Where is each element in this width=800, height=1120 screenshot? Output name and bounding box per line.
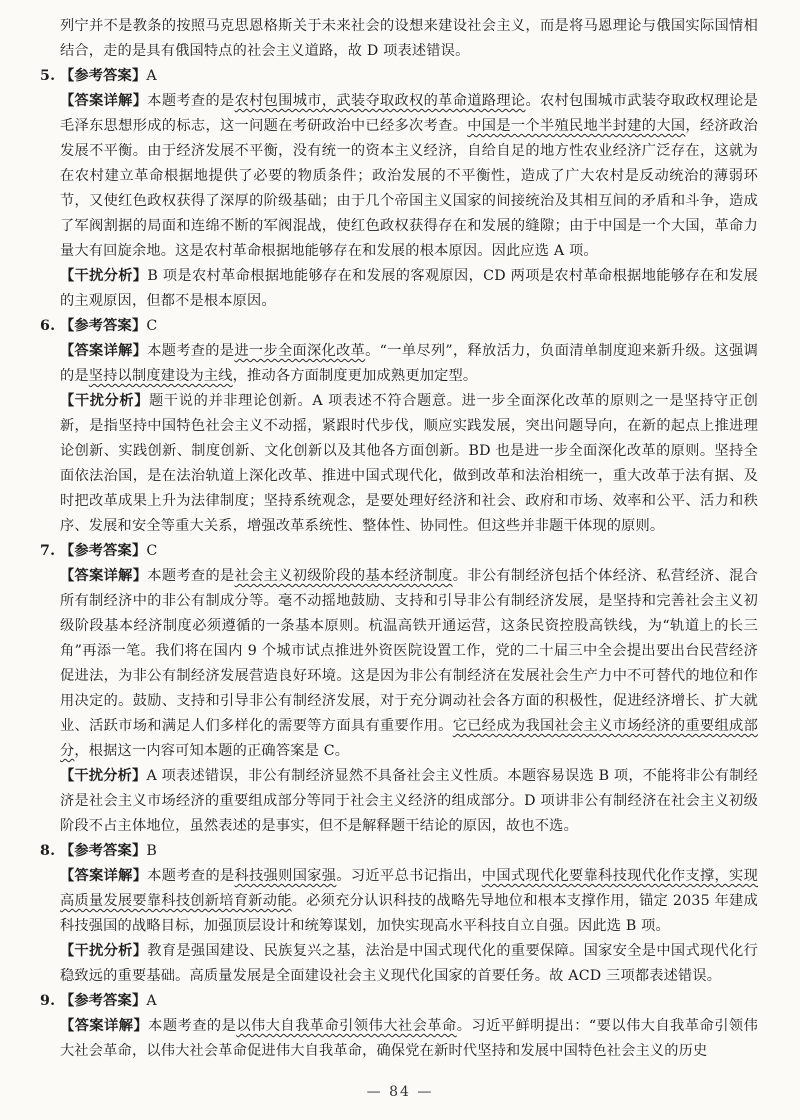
q5-number: 5. [40, 68, 56, 84]
q5-detail-post: ，经济政治发展不平衡。由于经济发展不平衡，没有统一的资本主义经济，自给自足的地方性农业经济广泛存在，这就为在农村建立革命根据地提供了必要的物质条件；政治发展的不平衡性，造成了广大农村是反动统治的薄弱环节，又使红色政权获得了深厚的阶级基础；由于几个帝国主义国家的间接统治及其相互间的矛盾和斗争，造成了军阀割据的局面和连绵不断的军阀混战，使红色政权获得存在和发展的缝隙；由于中国是一个大国，革命力量大有回旋余地。这是农村革命根据地能够存在和发展的根本原因。因此应选 A 项。 [60, 118, 758, 259]
q6-analysis-label: 【干扰分析】 [60, 393, 150, 409]
q9-detail-post: 。习近平鲜明提出：“要以伟大自我革命引领伟大社会革命，以伟大社会革命促进伟大自我革命，确保党在新时代坚持和发展中国特色社会主义的历史 [60, 1018, 758, 1059]
q9-detail-pre: 本题考查的是 [148, 1018, 237, 1034]
q7-analysis-label: 【干扰分析】 [60, 768, 147, 784]
q8-detail-mid: 。习近平总书记指出， [336, 868, 482, 884]
q9-answer-label: 【参考答案】 [60, 993, 147, 1009]
continued-paragraph: 列宁并不是教条的按照马克思恩格斯关于未来社会的设想来建设社会主义，而是将马恩理论与俄国实际国情相结合，走的是具有俄国特点的社会主义道路，故 D 项表述错误。 [60, 18, 758, 59]
q9-answer: A [146, 993, 157, 1009]
q5-detail-pre: 本题考查的是 [147, 93, 235, 109]
q8-detail [40, 864, 758, 939]
q7-answer-label: 【参考答案】 [60, 543, 147, 559]
q6-detail-post: ，推动各方面制度更加成熟更加定型。 [232, 368, 478, 384]
q6-detail-mid: 。“一单尽列”，释放活力，负面清单制度迎来新升级。这强调的是 [60, 343, 758, 384]
q5-detail-label: 【答案详解】 [60, 93, 148, 109]
q6-analysis-text: 题干说的并非理论创新。A 项表述不符合题意。进一步全面深化改革的原则之一是坚持守正创新，是指坚持中国特色社会主义不动摇，紧跟时代步伐，顺应实践发展，突出问题导向，在新的起点上推进理论创新、实践创新、制度创新、文化创新以及其他各方面创新。BD 也是进一步全面深化改革的原则。坚持全面依法治国，是在法治轨道上深化改革、推进中国式现代化，做到改革和法治相统一，重大改革于法有据、及时把改革成果上升为法律制度；坚持系统观念，是要处理好经济和社会、政府和市场、效率和公平、活力和秩序、发展和安全等重大关系，增强改革系统性、整体性、协同性。但这些并非题干体现的原则。 [60, 393, 758, 534]
q5-answer: A [146, 68, 157, 84]
q6-detail-pre: 本题考查的是 [147, 343, 235, 359]
q7-number: 7. [40, 543, 56, 559]
q8-analysis [40, 939, 758, 989]
q8-answer-label: 【参考答案】 [60, 843, 147, 859]
q6-answer-label: 【参考答案】 [60, 318, 147, 334]
q9-header [40, 989, 758, 1014]
q7-answer: C [146, 543, 158, 559]
q5-analysis-text: B 项是农村革命根据地能够存在和发展的客观原因，CD 两项是农村革命根据地能够存在和发展的主观原因，但都不是根本原因。 [60, 268, 758, 309]
page-content [40, 14, 758, 1064]
q7-detail-label: 【答案详解】 [60, 568, 148, 584]
q6-detail [40, 339, 758, 389]
q6-answer: C [146, 318, 158, 334]
q9-detail-label: 【答案详解】 [60, 1018, 149, 1034]
q8-detail-pre: 本题考查的是 [147, 868, 235, 884]
q6-number: 6. [40, 318, 56, 334]
q6-header [40, 314, 758, 339]
page-number: — 84 — [366, 1084, 434, 1100]
q8-detail-post: 。必须充分认识科技的战略先导地位和根本支撑作用，锚定 2035 年建成科技强国的战略目标，加强顶层设计和统筹谋划，加快实现高水平科技自立自强。因此选 B 项。 [60, 893, 758, 934]
q5-detail-underline-1: 农村包围城市，武装夺取政权的革命道路理论 [234, 93, 526, 109]
q7-detail-mid: 。非公有制经济包括个体经济、私营经济、混合所有制经济中的非公有制成分等。毫不动摇地鼓励、支持和引导非公有制经济发展，是坚持和完善社会主义初级阶段基本经济制度必须遵循的一条基本原则。杭温高铁开通运营，这条民资控股高铁线，为“轨道上的长三角”再添一笔。我们将在国内 9 个城市试点推进外资医院设置工作，党的二十届三中全会提出要出台民营经济促进法，为非公有制经济发展营造良好环境。这是因为非公有制经济在发展社会生产力中不可替代的地位和作用决定的。鼓励、支持和引导非公有制经济发展，对于充分调动社会各方面的积极性，促进经济增长、扩大就业、活跃市场和满足人们多样化的需要等方面具有重要作用。 [60, 568, 759, 734]
q5-detail-underline-2: 中国是一个半殖民地半封建的大国 [467, 118, 686, 134]
q5-detail [40, 89, 758, 264]
q6-analysis [40, 389, 758, 539]
q5-header [40, 64, 758, 89]
q5-answer-label: 【参考答案】 [60, 68, 147, 84]
q7-analysis-text: A 项表述错误，非公有制经济显然不具备社会主义性质。本题容易误选 B 项，不能将非公有制经济是社会主义市场经济的重要组成部分等同于社会主义经济的组成部分。D 项讲非公有制经济在社会主义初级阶段不占主体地位，虽然表述的是事实，但不是解释题干结论的原因，故也不选。 [60, 768, 758, 834]
q9-detail-underline-1: 以伟大自我革命引领伟大社会革命 [236, 1018, 457, 1034]
q8-answer: B [146, 843, 157, 859]
q6-detail-underline-2: 坚持以制度建设为主线 [88, 368, 233, 384]
q5-detail-mid: 。农村包围城市武装夺取政权理论是毛泽东思想形成的标志，这一问题在考研政治中已经多次考查。 [60, 93, 759, 134]
q7-detail [40, 564, 758, 764]
q7-analysis [40, 764, 758, 839]
q9-detail [40, 1014, 758, 1064]
q8-number: 8. [40, 843, 56, 859]
q6-detail-label: 【答案详解】 [60, 343, 148, 359]
q8-detail-underline-1: 科技强则国家强 [234, 868, 337, 884]
q7-header [40, 539, 758, 564]
q7-detail-post: ，根据这一内容可知本题的正确答案是 C。 [74, 743, 350, 759]
q8-detail-label: 【答案详解】 [60, 868, 148, 884]
q9-number: 9. [40, 993, 56, 1009]
q8-analysis-label: 【干扰分析】 [60, 943, 148, 959]
q8-analysis-text: 教育是强国建设、民族复兴之基，法治是中国式现代化的重要保障。国家安全是中国式现代化行稳致远的重要基础。高质量发展是全面建设社会主义现代化国家的首要任务。故 ACD 三项都表述错误。 [60, 943, 759, 984]
q5-analysis-label: 【干扰分析】 [60, 268, 148, 284]
q7-detail-pre: 本题考查的是 [147, 568, 235, 584]
q8-detail-underline-2: 中国式现代化要靠科技现代化作支撑，实现高质量发展要靠科技创新培育新动能 [60, 868, 758, 909]
q8-header [40, 839, 758, 864]
q7-detail-underline-1: 社会主义初级阶段的基本经济制度 [234, 568, 453, 584]
q6-detail-underline-1: 进一步全面深化改革 [234, 343, 366, 359]
q7-detail-underline-2: 它已经成为我国社会主义市场经济的重要组成部分 [60, 718, 759, 759]
q5-analysis [40, 264, 758, 314]
